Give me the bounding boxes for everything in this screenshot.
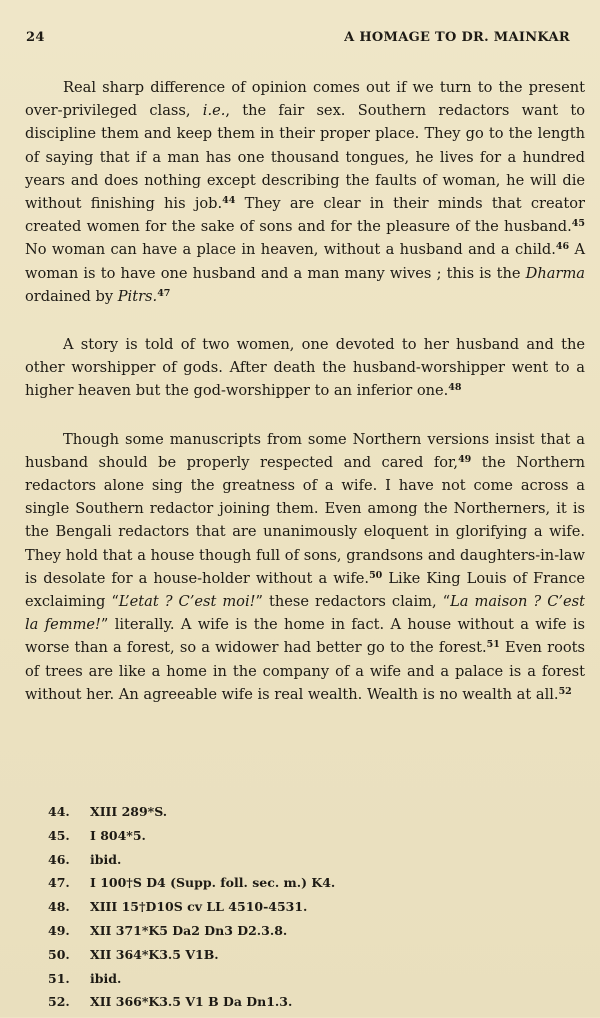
footnote-reference: 52	[558, 685, 572, 697]
footnote-text: I 100†S D4 (Supp. foll. sec. m.) K4.	[90, 875, 336, 891]
footnote-number: 51.	[48, 970, 70, 986]
footnote	[48, 994, 548, 1018]
footnote-number: 52.	[48, 994, 70, 1010]
footnote	[48, 804, 548, 828]
footnote-number: 47.	[48, 875, 70, 891]
text-run: Like King Louis of France exclaiming “	[25, 569, 586, 611]
text-run: A woman is to have one husband and a man many wives ; this is the	[25, 241, 585, 282]
footnote	[48, 828, 548, 852]
footnote-number: 48.	[48, 899, 70, 915]
footnote	[48, 852, 548, 876]
footnote	[48, 971, 548, 995]
text-run: ” these redactors claim, “	[255, 593, 451, 611]
footnote-reference: 48	[448, 382, 462, 394]
footnote-text: XIII 15†D10S cv LL 4510-4531.	[90, 899, 308, 915]
italic-text: La maison ? C’est la femme!	[25, 593, 585, 634]
footnote-number: 46.	[48, 851, 70, 867]
footnote	[48, 923, 548, 947]
footnote-reference: 51	[486, 639, 500, 651]
footnote	[48, 899, 548, 923]
page-header	[26, 30, 570, 50]
text-run: Real sharp difference of opinion comes out if we turn to the present over-privileged class,	[25, 79, 585, 120]
footnote-text: XII 364*K3.5 V1B.	[90, 946, 219, 962]
footnote-reference: 44	[222, 195, 236, 207]
italic-text: L’etat ? C’est moi!	[118, 593, 256, 611]
italic-text: i.e.	[202, 102, 226, 120]
text-run: They are clear in their minds that creator created women for the sake of sons and for the pleasure of the husband.	[25, 195, 585, 236]
footnote-reference: 50	[369, 569, 383, 581]
text-run: Though some manuscripts from some Northern versions insist that a husband should be properly respected and cared for,	[25, 430, 585, 471]
footnote-reference: 47	[157, 287, 171, 299]
footnote-text: ibid.	[90, 851, 122, 867]
text-run: , the fair sex. Southern redactors want to discipline them and keep them in their proper place. They go to the length of saying that if a man has one thousand tongues, he lives for a hundred years and does nothing except describing the faults of woman, he will die without finishing his job.	[25, 102, 585, 213]
footnote-number: 44.	[48, 804, 70, 819]
italic-text: Dharma	[525, 264, 585, 282]
text-run: the Northern redactors alone sing the greatness of a wife. I have not come across a single Southern redactor joining them. Even among the Northerners, it is the Bengali redactors that are unanimously eloquent in glorifying a wife. They hold that a house though full of sons, grandsons and daughters-in-law is desolate for a house-holder without a wife.	[25, 453, 585, 587]
footnote-number: 49.	[48, 922, 70, 938]
running-head: A HOMAGE TO DR. MAINKAR	[344, 30, 570, 45]
footnote-text: XII 366*K3.5 V1 B Da Dn1.3.	[90, 994, 293, 1010]
body-text	[25, 76, 585, 706]
footnote	[48, 947, 548, 971]
paragraph	[25, 333, 585, 403]
footnote-text: XII 371*K5 Da2 Dn3 D2.3.8.	[90, 922, 288, 938]
footnote-reference: 46	[555, 241, 570, 253]
text-run: ordained by	[25, 287, 118, 305]
footnote-text: XIII 289*S.	[90, 804, 168, 819]
footnote-text: ibid.	[90, 970, 122, 986]
page-number: 24	[26, 30, 45, 45]
text-run: A story is told of two women, one devoted to her husband and the other worshipper of gods. After death the husband-worshipper went to a higher heaven but the god-worshipper to an inferior one.	[25, 336, 585, 400]
text-run: ” literally. A wife is the home in fact. A house without a wife is worse than a forest, so a widower had better go to the forest.	[25, 616, 585, 657]
footnote	[48, 875, 548, 899]
paragraph	[25, 76, 585, 308]
italic-text: Pitrs.	[117, 287, 158, 305]
footnote-number: 50.	[48, 946, 70, 962]
paragraph	[25, 428, 585, 706]
text-run: Even roots of trees are like a home in the company of a wife and a palace is a forest without her. An agreeable wife is real wealth. Wealth is no wealth at all.	[25, 639, 585, 703]
footnotes	[48, 804, 548, 1018]
footnote-text: I 804*5.	[90, 827, 146, 843]
footnote-reference: 49	[458, 453, 472, 465]
footnote-reference: 45	[571, 218, 585, 230]
footnote-number: 45.	[48, 827, 70, 843]
text-run: No woman can have a place in heaven, without a husband and a child.	[25, 241, 556, 259]
